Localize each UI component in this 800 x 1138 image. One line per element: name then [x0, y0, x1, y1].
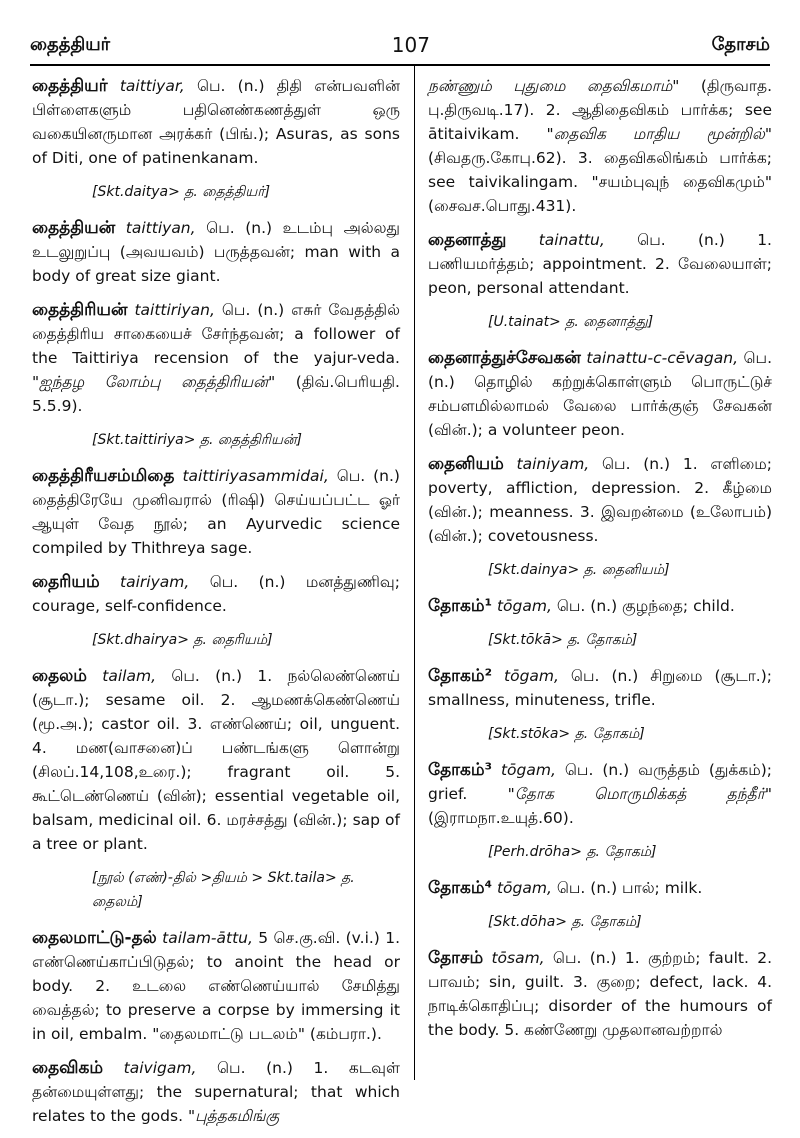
dictionary-entry [428, 594, 772, 618]
definition: பெ. (n.) சிறுமை (சூடா.); smallness, minuteness, trifle. [428, 667, 772, 709]
transliteration: taittiriyasammidai, [182, 467, 329, 485]
headword: தோசம் [428, 948, 484, 968]
transliteration: tairiyam, [120, 573, 190, 591]
dictionary-entry [428, 664, 772, 712]
etymology: [Skt.dhairya> த. தைரியம்] [92, 632, 273, 648]
dictionary-entry [428, 946, 772, 1042]
headword: தோகம்³ [428, 760, 493, 780]
page-header [30, 28, 770, 62]
definition: பெ. (n.) பால்; milk. [551, 879, 703, 897]
transliteration: tailam, [102, 667, 156, 685]
definition: (சிவதரு.கோபு.62). 3. தைவிகலிங்கம் பார்க்க; see taivikalingam. "சயம்புவுந் தைவிகமும்" (சைவச.பொது.431). [428, 149, 772, 215]
dictionary-entry [428, 452, 772, 548]
transliteration: tainattu-c-cēvagan, [586, 349, 739, 367]
reference: (திவ்.பெரியதி. 5.5.9). [32, 373, 400, 415]
column-divider [414, 66, 415, 1080]
definition: பெ. (n.) தைத்திரேயே முனிவரால் (ரிஷி) செய்யப்பட்ட ஓர் ஆயுள் வேத நூல்; an Ayurvedic science compiled by Thithreya sage. [32, 467, 400, 557]
dictionary-entry [32, 926, 400, 1046]
headword: தைரியம் [32, 572, 100, 592]
transliteration: tōgam, [504, 667, 559, 685]
headword: தைவிகம் [32, 1058, 104, 1078]
transliteration: tōgam, [496, 597, 552, 615]
etymology: [Skt.tōkā> த. தோகம்] [488, 632, 638, 648]
dictionary-entry [428, 228, 772, 300]
etymology: [Skt.dōha> த. தோகம்] [488, 914, 642, 930]
transliteration: tōgam, [496, 879, 552, 897]
quotation: "புத்தகமிங்கு [187, 1107, 280, 1125]
headword: தைத்திரீயசம்மிதை [32, 466, 175, 486]
definition: பெ. (n.) தொழில் கற்றுக்கொள்ளும் பொருட்டுச் சம்பளமில்லாமல் வேலை பார்க்குஞ் சேவகன் (வின்.); a volunteer peon. [428, 349, 772, 439]
header-left-guide-word: தைத்தியர் [30, 33, 111, 55]
definition: பெ. (n.) உடம்பு அல்லது உடலுறுப்பு (அவயவம்) பருத்தவன்; man with a body of great size giant. [32, 219, 400, 285]
transliteration: taivigam, [123, 1059, 197, 1077]
continued-entry [428, 74, 772, 218]
transliteration: tailam-āttu, [162, 929, 253, 947]
etymology: [Skt.daitya> த. தைத்தியர்] [92, 184, 271, 200]
definition: (திருவாத. பு.திருவடி.17). 2. ஆதிதைவிகம் பார்க்க; see ātitaivikam. [428, 77, 772, 143]
headword: தோகம்² [428, 666, 493, 686]
right-column [428, 74, 772, 1052]
definition: பெ. (n.) திதி என்பவளின் பிள்ளைகளும் பதினெண்கணத்துள் ஒரு வகையினருமான அரக்கர் (பிங்.); Asuras, as sons of Diti, one of patinenkanam. [32, 77, 400, 167]
dictionary-entry [428, 346, 772, 442]
headword: தைத்திரியன் [32, 300, 128, 320]
dictionary-entry [32, 1056, 400, 1128]
dictionary-entry [32, 464, 400, 560]
transliteration: taittiyan, [125, 219, 196, 237]
page-number: 107 [391, 33, 430, 57]
headword: தைனாத்து [428, 230, 507, 250]
etymology: [Skt.stōka> த. தோகம்] [488, 726, 645, 742]
dictionary-entry [32, 298, 400, 418]
definition: பெ. (n.) எசுர் வேதத்தில் தைத்திரிய சாகையைச் சேர்ந்தவன்; a follower of the Taittiriya recension of the yajur-veda. [32, 301, 400, 367]
dictionary-entry [32, 216, 400, 288]
definition: பெ. (n.) குழந்தை; child. [551, 597, 735, 615]
quotation: "தோக மொருமிக்கத் தந்தீர்" [507, 785, 772, 803]
dictionary-entry [428, 876, 772, 900]
definition: பெ. (n.) 1. எளிமை; poverty, affliction, depression. 2. கீழ்மை (வின்.); meanness. 3. இவறன்மை (உலோபம்) (வின்.); covetousness. [428, 455, 772, 545]
etymology: [U.tainat> த. தைனாத்து] [488, 314, 654, 330]
quotation: "ஐந்தழ லோம்பு தைத்திரியன்" [32, 373, 276, 391]
definition: பெ. (n.) 1. கடவுள் தன்மையுள்ளது; the supernatural; that which relates to the gods. [32, 1059, 400, 1125]
definition: 5 செ.கு.வி. (v.i.) 1. எண்ணெய்காப்பிடுதல்; to anoint the head or body. 2. உடலை எண்ணெய்யால் சேமித்து வைத்தல்; to preserve a corpse by immersing it in oil, embalm. "தைலமாட்டு படலம்" (கம்பரா.). [32, 929, 400, 1043]
headword: தைத்தியன் [32, 218, 116, 238]
transliteration: tōsam, [491, 949, 545, 967]
headword: தோகம்⁴ [428, 878, 493, 898]
dictionary-entry [32, 570, 400, 618]
headword: தைலமாட்டு-தல் [32, 928, 157, 948]
quotation: நண்ணும் புதுமை தைவிகமாம்" [428, 77, 680, 95]
definition: பெ. (n.) 1. குற்றம்; fault. 2. பாவம்; sin, guilt. 3. குறை; defect, lack. 4. நாடிக்கொதிப்பு; disorder of the humours of the body. 5. கண்ணேறு முதலானவற்றால் [428, 949, 772, 1039]
headword: தோகம்¹ [428, 596, 493, 616]
dictionary-entry [32, 664, 400, 856]
left-column [32, 74, 400, 1138]
definition: பெ. (n.) 1. பணியமர்த்தம்; appointment. 2. வேலையாள்; peon, personal attendant. [428, 231, 772, 297]
dictionary-entry [32, 74, 400, 170]
definition: பெ. (n.) வருத்தம் (துக்கம்); grief. [428, 761, 772, 803]
transliteration: tainiyam, [516, 455, 590, 473]
etymology: [Skt.dainya> த. தைனியம்] [488, 562, 670, 578]
definition: பெ. (n.) 1. நல்லெண்ணெய் (சூடா.); sesame oil. 2. ஆமணக்கெண்ணெய் (மூ.அ.); castor oil. 3. எண்ணெய்; oil, unguent. 4. மண(வாசனை)ப் பண்டங்களு ளொன்று (சிலப்.14,108,உரை.); fragrant oil. 5. கூட்டெண்ணெய் (வின்); essential vegetable oil, balsam, medicinal oil. 6. மரச்சத்து (வின்.); sap of a tree or plant. [32, 667, 400, 853]
headword: தைலம் [32, 666, 87, 686]
transliteration: taittiyar, [119, 77, 185, 95]
definition: பெ. (n.) மனத்துணிவு; courage, self-confidence. [32, 573, 400, 615]
headword: தைத்தியர் [32, 76, 108, 96]
dictionary-entry [428, 758, 772, 830]
reference: (இராமநா.உயுத்.60). [428, 809, 574, 827]
transliteration: tainattu, [538, 231, 605, 249]
header-right-guide-word: தோசம் [711, 33, 770, 55]
header-rule [30, 64, 770, 66]
etymology: [நூல் (எண்)-தில் >தியம் > Skt.taila> த. தைலம்] [92, 870, 355, 910]
etymology: [Perh.drōha> த. தோகம்] [488, 844, 657, 860]
headword: தைனாத்துச்சேவகன் [428, 348, 581, 368]
transliteration: taittiriyan, [134, 301, 215, 319]
transliteration: tōgam, [500, 761, 556, 779]
headword: தைனியம் [428, 454, 504, 474]
quotation: "தைவிக மாதிய மூன்றில்" [546, 125, 772, 143]
etymology: [Skt.taittiriya> த. தைத்திரியன்] [92, 432, 303, 448]
